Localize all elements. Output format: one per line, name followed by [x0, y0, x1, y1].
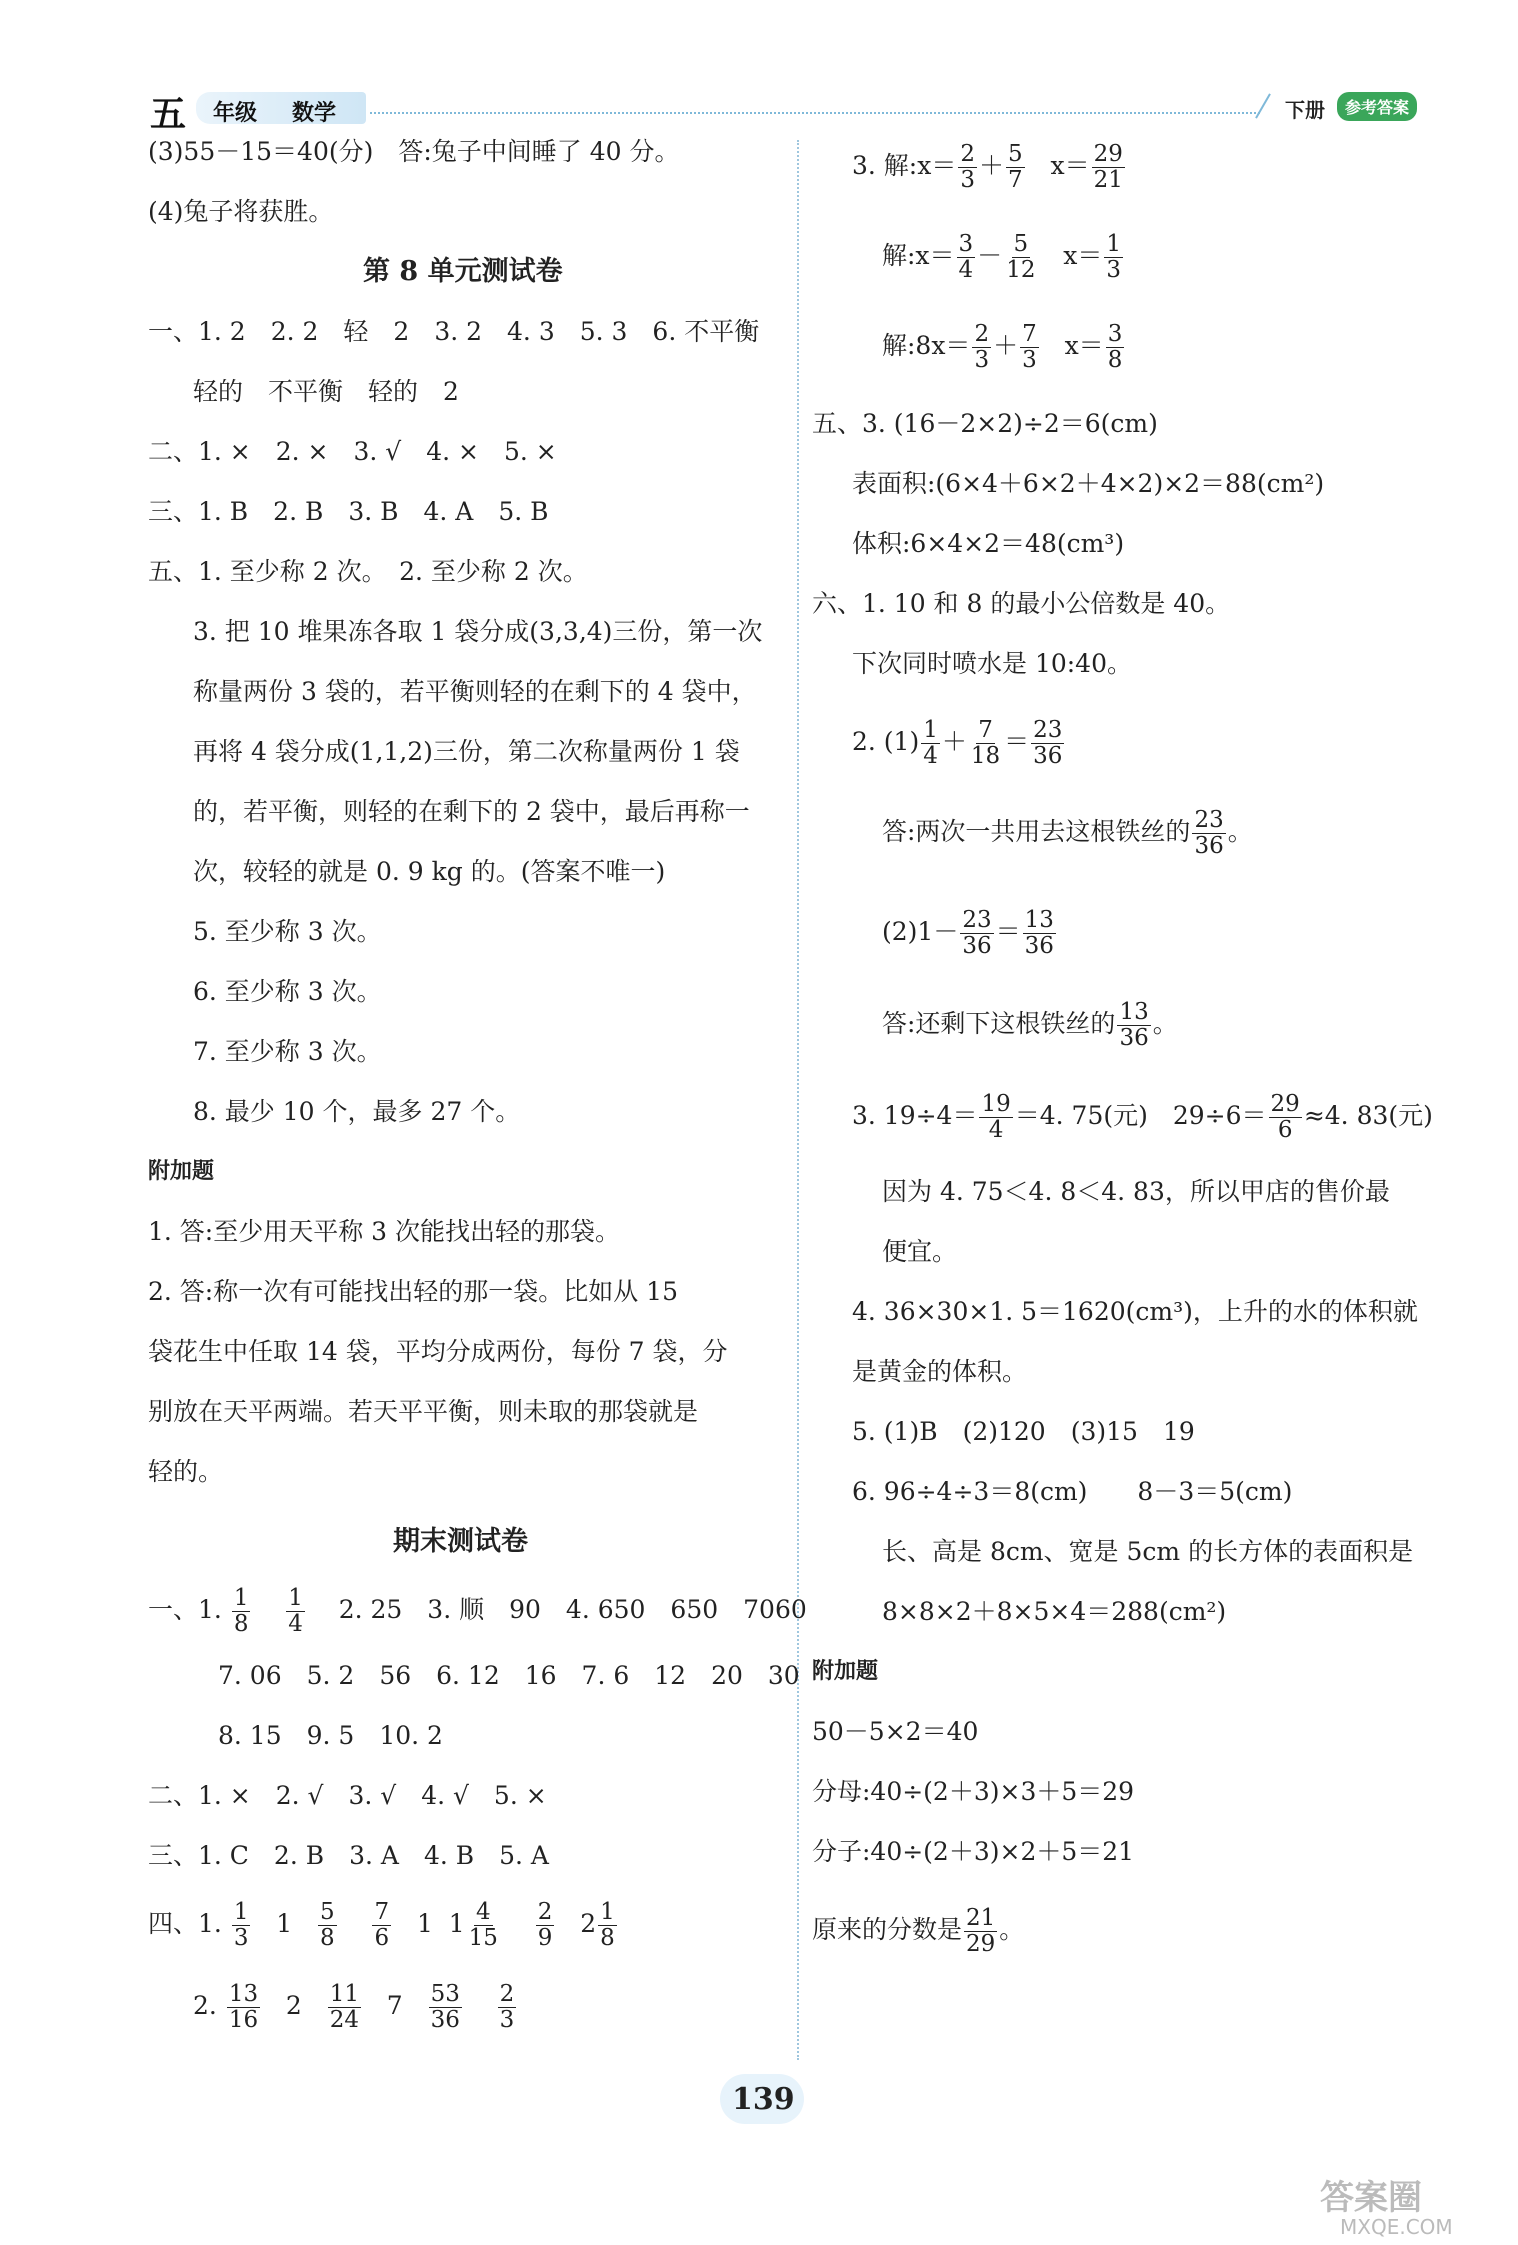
answer-line: 解:8x＝ $\frac{2}{3}$ ＋ $\frac{7}{3}$ x＝ $\frac{3}{8}$: [882, 321, 1123, 373]
fraction: $\frac{2}{3}$: [499, 1981, 515, 2033]
answer-line: 袋花生中任取 14 袋，平均分成两份，每份 7 袋，分: [148, 1337, 728, 1366]
fraction: $\frac{5}{8}$: [320, 1899, 335, 1951]
answer-line: 6. 至少称 3 次。: [193, 977, 382, 1006]
column-divider: [797, 140, 799, 2060]
fraction: $\frac{23}{36}$: [1033, 717, 1063, 769]
page-number: 139: [732, 2082, 795, 2117]
answer-line: 因为 4. 75＜4. 8＜4. 83，所以甲店的售价最: [882, 1177, 1390, 1206]
answer-line: 分子:40÷(2＋3)×2＋5＝21: [812, 1837, 1135, 1866]
answer-line: 5. (1)B (2)120 (3)15 19: [852, 1417, 1195, 1446]
fraction: $\frac{13}{16}$: [228, 1981, 259, 2033]
fraction: $\frac{1}{8}$: [233, 1585, 249, 1637]
fraction: $\frac{11}{24}$: [329, 1981, 359, 2033]
answer-line: 8×8×2＋8×5×4＝288(cm²): [882, 1597, 1227, 1626]
answer-text: ≈4. 83(元): [1303, 1101, 1433, 1130]
answer-text: 答:还剩下这根铁丝的: [882, 1009, 1116, 1038]
fraction: $\frac{53}{36}$: [430, 1981, 460, 2033]
answer-line: 8. 15 9. 5 10. 2: [218, 1721, 443, 1750]
answer-line: 二、1. × 2. × 3. √ 4. × 5. ×: [148, 437, 557, 466]
fraction: $\frac{19}{4}$: [981, 1091, 1011, 1143]
item-number: 四、1.: [148, 1909, 222, 1938]
header-divider: [1255, 93, 1271, 118]
fraction: $\frac{3}{8}$: [1107, 321, 1123, 373]
fraction: $\frac{13}{36}$: [1119, 999, 1149, 1051]
fraction: $\frac{13}{36}$: [1024, 907, 1054, 959]
answer-line: 5. 至少称 3 次。: [193, 917, 382, 946]
page-header: [0, 0, 1518, 140]
fraction: $\frac{1}{8}$: [600, 1899, 615, 1951]
header-rule: [370, 112, 1260, 114]
fraction: $\frac{3}{4}$: [958, 231, 974, 283]
answer-text: (2)1－: [882, 917, 959, 946]
answer-line: 体积:6×4×2＝48(cm³): [852, 529, 1125, 558]
answer-line: 四、1. $\frac{1}{3}$ 1 $\frac{5}{8}$ $\frac{7}{6}$ 1 1 $\frac{4}{15}$ $\frac{2}{9}$ 2 $\frac{1}{8}$: [148, 1899, 615, 1951]
answer-line: 1. 答:至少用天平称 3 次能找出轻的那袋。: [148, 1217, 621, 1246]
fraction: $\frac{7}{18}$: [970, 717, 1001, 769]
answer-line: 3. 解:x＝ $\frac{2}{3}$ ＋ $\frac{5}{7}$ x＝ $\frac{29}{21}$: [852, 141, 1123, 193]
fraction: $\frac{1}{4}$: [288, 1585, 303, 1637]
grade-suffix: 年级: [213, 101, 258, 126]
answer-line: 轻的 不平衡 轻的 2: [193, 377, 459, 406]
extra-title: 附加题: [812, 1659, 879, 1684]
answer-badge: 参考答案: [1337, 92, 1417, 121]
answer-line: 二、1. × 2. √ 3. √ 4. √ 5. ×: [148, 1781, 547, 1810]
fraction: $\frac{1}{3}$: [233, 1899, 249, 1951]
fraction: $\frac{5}{12}$: [1006, 231, 1036, 283]
answer-line: 是黄金的体积。: [852, 1357, 1028, 1386]
answer-line: 8. 最少 10 个，最多 27 个。: [193, 1097, 521, 1126]
answer-line: 答:还剩下这根铁丝的 $\frac{13}{36}$ 。: [882, 999, 1178, 1051]
answer-line: 分母:40÷(2＋3)×3＋5＝29: [812, 1777, 1135, 1806]
answer-text: ＝4. 75(元) 29÷6＝: [1014, 1101, 1267, 1130]
answer-line: 再将 4 袋分成(1,1,2)三份，第二次称量两份 1 袋: [193, 737, 740, 766]
answer-line: 答:两次一共用去这根铁丝的 $\frac{23}{36}$ 。: [882, 807, 1253, 859]
fraction: $\frac{1}{4}$: [923, 717, 938, 769]
answer-text: 3. 19÷4＝: [852, 1101, 978, 1130]
item-number: 一、1.: [148, 1595, 222, 1624]
fraction: $\frac{29}{21}$: [1093, 141, 1123, 193]
answer-line: 解:x＝ $\frac{3}{4}$ － $\frac{5}{12}$ x＝ $\frac{1}{3}$: [882, 231, 1122, 283]
answer-line: 7. 06 5. 2 56 6. 12 16 7. 6 12 20 30: [218, 1661, 800, 1690]
answer-line: (4)兔子将获胜。: [148, 197, 334, 226]
fraction: $\frac{5}{7}$: [1007, 141, 1023, 193]
fraction: $\frac{23}{36}$: [962, 907, 992, 959]
answer-line: 2. (1) $\frac{1}{4}$ ＋ $\frac{7}{18}$ ＝ $\frac{23}{36}$: [852, 717, 1063, 769]
grade-label: 五: [150, 93, 187, 135]
answer-line: 7. 至少称 3 次。: [193, 1037, 382, 1066]
answer-line: (2)1－ $\frac{23}{36}$ ＝ $\frac{13}{36}$: [882, 907, 1054, 959]
answer-line: 六、1. 10 和 8 的最小公倍数是 40。: [812, 589, 1231, 618]
answer-line: 三、1. B 2. B 3. B 4. A 5. B: [148, 497, 549, 526]
answer-line: 下次同时喷水是 10:40。: [852, 649, 1132, 678]
answer-line: [852, 1092, 1433, 1143]
answer-line: 2. 答:称一次有可能找出轻的那一袋。比如从 15: [148, 1277, 678, 1306]
answer-line: 次，较轻的就是 0. 9 kg 的。(答案不唯一): [193, 857, 666, 886]
answer-line: [148, 1586, 807, 1637]
answer-line: 6. 96÷4÷3＝8(cm) 8－3＝5(cm): [852, 1477, 1293, 1506]
answer-line: (3)55－15＝40(分) 答:兔子中间睡了 40 分。: [148, 137, 680, 166]
answer-line: 轻的。: [148, 1457, 224, 1486]
answer-text: 答:两次一共用去这根铁丝的: [882, 817, 1191, 846]
fraction: $\frac{1}{3}$: [1106, 231, 1122, 283]
answer-line: 一、1. 2 2. 2 轻 2 3. 2 4. 3 5. 3 6. 不平衡: [148, 317, 760, 346]
fraction: $\frac{2}{3}$: [960, 141, 975, 193]
unit8-title: 第 8 单元测试卷: [363, 256, 563, 287]
final-title: 期末测试卷: [393, 1526, 528, 1557]
fraction: $\frac{2}{9}$: [537, 1899, 553, 1951]
answer-line: 3. 把 10 堆果冻各取 1 袋分成(3,3,4)三份，第一次: [193, 617, 763, 646]
fraction: $\frac{2}{3}$: [974, 321, 990, 373]
item-number: 2.: [193, 1991, 217, 2020]
answer-line: 原来的分数是 $\frac{21}{29}$ 。: [812, 1905, 1025, 1957]
answer-line: 五、1. 至少称 2 次。 2. 至少称 2 次。: [148, 557, 588, 586]
answer-line: 2. $\frac{13}{16}$ 2 $\frac{11}{24}$ 7 $\frac{53}{36}$ $\frac{2}{3}$: [193, 1981, 515, 2033]
fraction: $\frac{7}{3}$: [1022, 321, 1037, 373]
answer-line: 五、3. (16－2×2)÷2＝6(cm): [812, 409, 1158, 438]
answer-text: 解:8x＝: [882, 331, 971, 360]
watermark-logo: 答案圈: [1320, 2178, 1422, 2218]
fraction: $\frac{4}{15}$: [468, 1899, 498, 1951]
answer-line: 三、1. C 2. B 3. A 4. B 5. A: [148, 1841, 549, 1870]
fraction: $\frac{29}{6}$: [1270, 1091, 1300, 1143]
answer-line: 长、高是 8cm、宽是 5cm 的长方体的表面积是: [882, 1537, 1414, 1566]
fraction: $\frac{23}{36}$: [1194, 807, 1224, 859]
answer-text: 2. 25 3. 顺 90 4. 650 650 7060: [338, 1595, 807, 1624]
answer-line: 别放在天平两端。若天平平衡，则未取的那袋就是: [148, 1397, 699, 1426]
answer-line: 便宜。: [882, 1237, 958, 1266]
extra-title: 附加题: [148, 1159, 215, 1184]
answer-text: 解:x＝: [882, 241, 955, 270]
volume-label: 下册: [1285, 98, 1325, 122]
fraction: $\frac{21}{29}$: [966, 1905, 996, 1957]
answer-line: 4. 36×30×1. 5＝1620(cm³)，上升的水的体积就: [852, 1297, 1418, 1326]
answer-text: 2. (1): [852, 727, 920, 756]
answer-line: 表面积:(6×4＋6×2＋4×2)×2＝88(cm²): [852, 469, 1325, 498]
answer-line: 称量两份 3 袋的，若平衡则轻的在剩下的 4 袋中，: [193, 677, 757, 706]
answer-line: 50－5×2＝40: [812, 1717, 979, 1746]
answer-text: 3. 解:x＝: [852, 151, 957, 180]
fraction: $\frac{7}{6}$: [374, 1899, 390, 1951]
subject-label: 数学: [292, 101, 337, 126]
answer-line: 的，若平衡，则轻的在剩下的 2 袋中，最后再称一: [193, 797, 750, 826]
watermark-url: MXQE.COM: [1340, 2215, 1453, 2239]
answer-text: 原来的分数是: [812, 1915, 963, 1944]
